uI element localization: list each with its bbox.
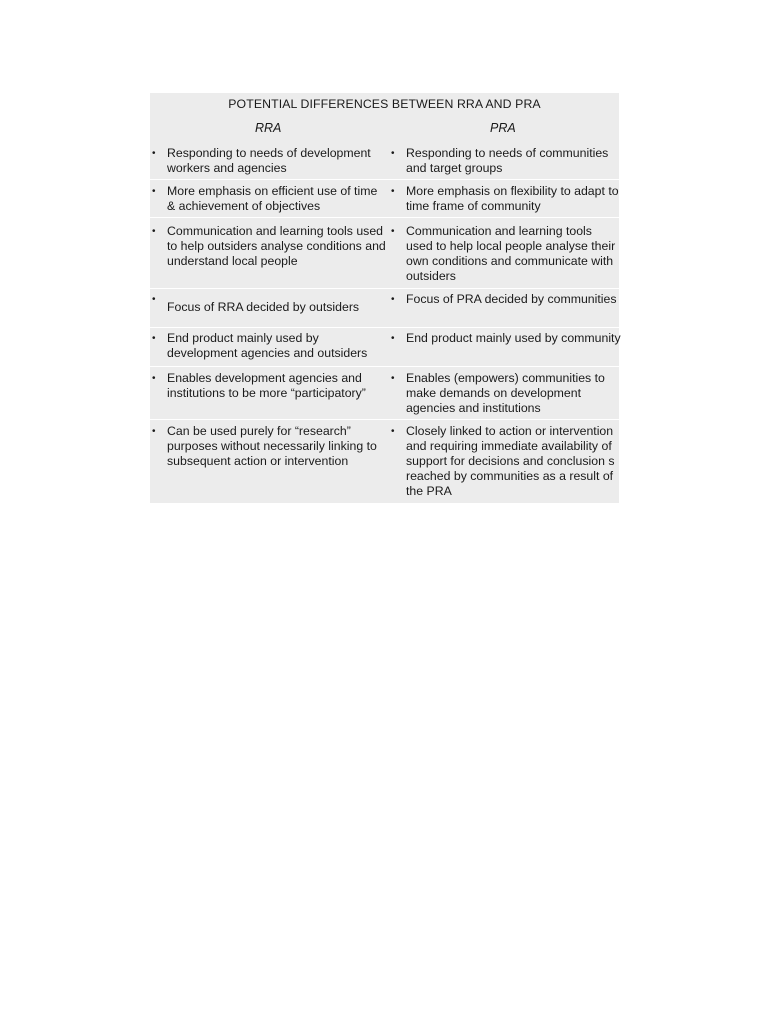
rra-text: Focus of RRA decided by outsiders (167, 300, 360, 314)
table-title: POTENTIAL DIFFERENCES BETWEEN RRA AND PRA (228, 97, 541, 111)
bullet-icon: • (152, 226, 156, 237)
row-divider (150, 179, 619, 180)
bullet-icon: • (152, 373, 156, 384)
rra-text: Can be used purely for “research” purposes without necessarily linking to subsequent action or intervention (167, 424, 377, 468)
pra-text: Enables (empowers) communities to make demands on development agencies and institutions (406, 371, 605, 415)
pra-text: Closely linked to action or intervention and requiring immediate availability of support for decisions and conclusion s reached by communities as a result of the PRA (406, 424, 615, 498)
bullet-icon: • (391, 333, 395, 344)
column-header-pra: PRA (490, 121, 516, 135)
bullet-icon: • (391, 294, 395, 305)
row-divider (150, 366, 619, 367)
bullet-icon: • (391, 373, 395, 384)
rra-text: Enables development agencies and institutions to be more “participatory” (167, 371, 366, 400)
bullet-icon: • (152, 294, 156, 305)
bullet-icon: • (391, 426, 395, 437)
pra-text: Focus of PRA decided by communities (406, 292, 617, 306)
pra-text: End product mainly used by community (406, 331, 621, 345)
rra-text: End product mainly used by development agencies and outsiders (167, 331, 368, 360)
bullet-icon: • (152, 148, 156, 159)
bullet-icon: • (152, 333, 156, 344)
column-header-rra: RRA (255, 121, 282, 135)
row-divider (150, 217, 619, 218)
bullet-icon: • (391, 226, 395, 237)
pra-text: More emphasis on flexibility to adapt to time frame of community (406, 184, 619, 213)
row-divider (150, 419, 619, 420)
comparison-table (150, 93, 619, 503)
bullet-icon: • (391, 186, 395, 197)
bullet-icon: • (152, 426, 156, 437)
rra-text: Communication and learning tools used to help outsiders analyse conditions and understand local people (167, 224, 386, 268)
bullet-icon: • (152, 186, 156, 197)
row-divider (150, 288, 619, 289)
pra-text: Communication and learning tools used to help local people analyse their own conditions and communicate with outsiders (406, 224, 616, 283)
bullet-icon: • (391, 148, 395, 159)
rra-text: Responding to needs of development workers and agencies (167, 146, 371, 175)
pra-text: Responding to needs of communities and target groups (406, 146, 609, 175)
rra-text: More emphasis on efficient use of time & achievement of objectives (167, 184, 378, 213)
row-divider (150, 327, 619, 328)
